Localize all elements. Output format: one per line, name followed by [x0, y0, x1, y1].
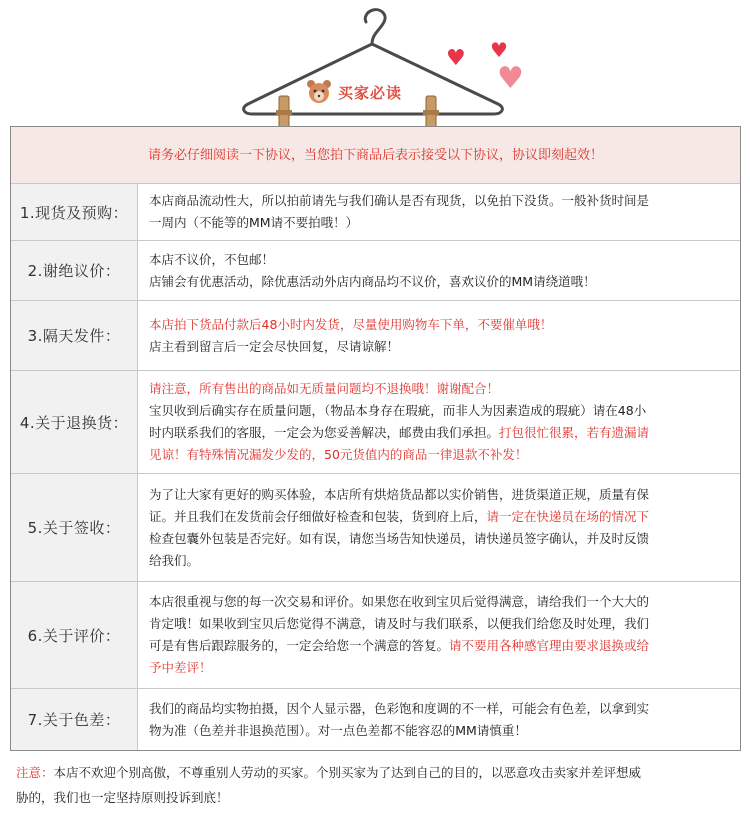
footer-note-label: 注意：: [16, 765, 54, 780]
policy-row-review: [11, 582, 740, 688]
row-label: 1.现货及预购：: [11, 184, 138, 240]
row-content: 为了让大家有更好的购买体验，本店所有烘焙货品都以实价销售，进货渠道正规，质量有保 证。并且我们在发货前会仔细做好检查和包装，货到府上后，请一定在快递员在场的情况下 检查包囊外包装是否完好。如有误，请您当场告知快递员，请快递员签字确认，并及时反馈 给我们。: [149, 486, 650, 568]
clothespin-left-icon: [276, 96, 292, 130]
row-label: 5.关于签收：: [11, 474, 138, 581]
header-text: 请务必仔细阅读一下协议，当您拍下商品后表示接受以下协议，协议即刻起效！: [147, 148, 603, 163]
row-content: 本店商品流动性大，所以拍前请先与我们确认是否有现货，以免拍下没货。一般补货时间是 一周内（不能等的MM请不要拍哦！）: [149, 193, 650, 230]
row-label: 7.关于色差：: [11, 689, 138, 750]
row-content: 本店不议价，不包邮！ 店铺会有优惠活动，除优惠活动外店内商品均不议价，喜欢议价的MM请绕道哦！: [149, 251, 596, 289]
policy-row-returns: [11, 371, 740, 473]
policy-row-color: [11, 689, 740, 750]
row-content: 我们的商品均实物拍摄，因个人显示器，色彩饱和度调的不一样，可能会有色差，以拿到实 物为准（色差并非退换范围）。对一点色差都不能容忍的MM请慎重！: [149, 700, 650, 738]
policy-row-no-bargain: [11, 241, 740, 300]
bear-logo-icon: [307, 80, 331, 103]
hanger-icon: [0, 0, 750, 130]
footer-notice: [16, 760, 736, 810]
policy-row-shipping: [11, 301, 740, 370]
policy-table: [10, 126, 741, 751]
policy-row-stock: [11, 184, 740, 240]
clothespin-right-icon: [423, 96, 439, 130]
policy-header: [11, 127, 740, 184]
footer-line-1: 本店不欢迎个别高傲，不尊重别人劳动的买家。个别买家为了达到自己的目的，以恶意攻击卖家并差评想威: [53, 765, 642, 780]
policy-row-delivery: [11, 474, 740, 581]
hanger-illustration: [0, 0, 750, 130]
heart-icon: ♥: [497, 61, 524, 96]
row-content: 本店拍下货品付款后48小时内发货，尽量使用购物车下单，不要催单哦！ 店主看到留言后一定会尽快回复，尽请谅解！: [149, 316, 553, 354]
row-label: 4.关于退换货：: [11, 371, 138, 473]
row-content: 本店很重视与您的每一次交易和评价。如果您在收到宝贝后觉得满意，请给我们一个大大的 肯定哦！如果收到宝贝后您觉得不满意，请及时与我们联系，以便我们给您及时处理，我们 可是有售后跟踪服务的，一定会给您一个满意的答复。请不要用各种感官理由要求退换或给 予中差评！: [149, 594, 650, 675]
heart-icon: ♥: [490, 38, 508, 62]
heart-icon: ♥: [446, 46, 466, 71]
logo-text: 买家必读: [338, 84, 403, 102]
row-label: 2.谢绝议价：: [11, 241, 138, 300]
row-content: 请注意，所有售出的商品如无质量问题均不退换哦！谢谢配合！ 宝贝收到后确实存在质量问题，（物品本身存在瑕疵，而非人为因素造成的瑕疵）请在48小 时内联系我们的客服，一定会为您妥善解决，邮费由我们承担。打包很忙很累，若有遗漏请 见谅！有特殊情况漏发少发的，50元货值内的商品一律退款不补发！: [149, 381, 650, 462]
footer-line-2: 胁的，我们也一定坚持原则投诉到底！: [16, 790, 229, 805]
row-label: 3.隔天发件：: [11, 301, 138, 370]
row-label: 6.关于评价：: [11, 582, 138, 688]
